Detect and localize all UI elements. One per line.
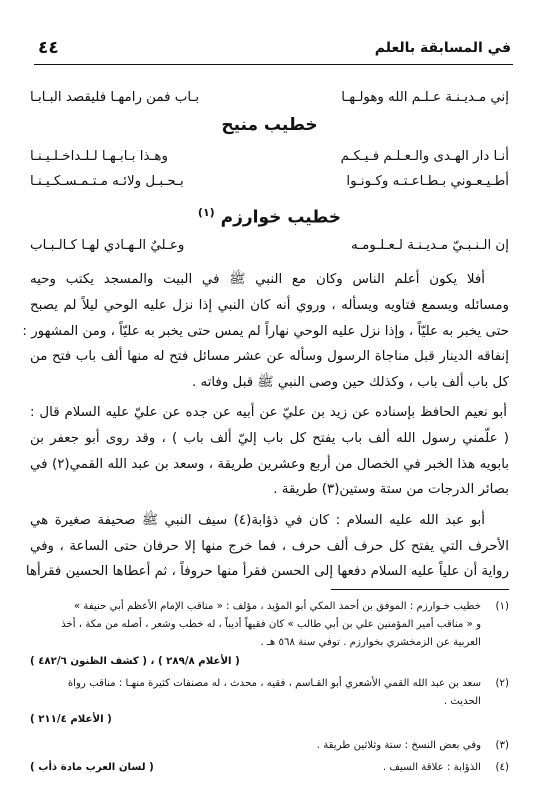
footnote-3 — [30, 738, 509, 756]
footnote-line: الذؤابة : علاقة السيف . — [382, 762, 481, 773]
footnote-line: سعد بن عبد الله القمي الأشعري أبو القـاسم ، فقيه ، محدث ، له مصنفات كثيرة منهـا : مناقب رواة — [67, 678, 481, 689]
paragraph1-line: إنفاقه الدينار قبل مناجاة الرسول وسأله عن عشر مسائل فتح له منها ألف باب فتح من — [30, 349, 509, 364]
paragraph3-line: أبو عبد الله عليه السلام : كان في ذؤابة(٤) سيف النبي ﷺ صحيفة صغيرة هي — [30, 513, 485, 528]
footnote-line: خطيب خـوارزم : الموفق بن أحمد المكي أبو المؤيد ، مؤلف : « مناقب الإمام الأعظم أبي حنيفة » — [73, 601, 481, 612]
verse4-second-hemistich: وعـليٌ الـهـادي لهـا كـالـبـاب — [30, 238, 185, 253]
footnote-number: (١) — [495, 601, 509, 612]
heading-khatib-khwarazm — [30, 203, 509, 228]
footnote-number: (٣) — [495, 740, 509, 751]
footnote-1 — [30, 599, 509, 679]
header-rule — [34, 64, 513, 65]
paragraph2-line: ( علّمني رسول الله ألف باب يفتح كل باب إليّ ألف باب ) ، وقد روى أبو جعفر بن — [30, 431, 509, 446]
footnote-source: ( الأعلام ٢١١/٤ ) — [30, 714, 112, 725]
heading-khatib-khwarazm-text: خطيب خوارزم — [220, 207, 342, 228]
paragraph1-line: كل باب ألف باب ، وكذلك حين وصى النبي ﷺ قبل وفاته . — [191, 375, 509, 390]
footnote-source: ( الأعلام ٢٨٩/٨ ) ، ( كشف الظنون ٤٨٢/٦ ) — [30, 656, 240, 667]
footnote-line: و « مناقب أمير المؤمنين علي بن أبي طالب » كان فقيهاً أديباً ، له خطب وشعر ، أصله من مكة ، أخذ — [61, 619, 481, 630]
footnote-line: وفي بعض النسخ : ستة وثلاثين طريقة . — [316, 740, 481, 751]
paragraph3-line: رواية أن علياً عليه السلام دفعها إلى الحسن فقرأ منها حروفاً ، ثم أعطاها الحسين فقرأها — [25, 564, 509, 579]
verse4-first-hemistich: إن الـنـبـيّ مـديـنـة لـعـلـومـه — [351, 238, 509, 253]
page-number: ٤٤ — [38, 38, 59, 58]
paragraph2-line: بابويه هذا الخبر في الخصال من أربع وعشرين طريقة ، وسعد بن عبد الله القمي(٢) في — [30, 457, 509, 472]
verse2-first-hemistich: أنـا دار الهـدى والـعـلـم فـيـكـم — [340, 149, 509, 164]
running-title: في المسابقة بالعلم — [374, 40, 511, 56]
verse3-first-hemistich: أطـيـعـوني بـطـاعـتـه وكـونـوا — [346, 174, 509, 189]
footnote-number: (٤) — [495, 762, 509, 773]
footnote-4 — [30, 760, 509, 778]
paragraph3-line: الأحرف التي يفتح كل حرف ألف حرف ، فما خرج منها إلا حرفان حتى الساعة ، وفي — [30, 539, 509, 554]
heading-khatib-munih: خطيب منيح — [221, 115, 318, 135]
footnote-number: (٢) — [495, 678, 509, 689]
paragraph1-line: ومسائله ويسمع فتاويه ويسأله ، وروي أنه كان النبي إذا نزل عليه الوحي ليلاً لم يصبح — [30, 298, 509, 313]
verse1-first-hemistich: إني مـديـنـة عـلـم الله وهولـهـا — [341, 90, 509, 105]
heading-footnote-ref: (١) — [197, 206, 215, 219]
paragraph2-line: بصائر الدرجات من ستة وستين(٣) طريقة . — [273, 482, 509, 497]
verse3-second-hemistich: بـحـبـل ولائـه مـتـمـسـكـيـنـا — [30, 174, 184, 189]
paragraph1-line: أفلا يكون أعلم الناس وكان مع النبي ﷺ في البيت والمسجد يكتب وحيه — [30, 272, 485, 287]
verse2-second-hemistich: وهـذا بـابـهـا لـلـداخـلـيـنـا — [30, 149, 168, 164]
paragraph2-line: أبو نعيم الحافظ بإسناده عن زيد بن عليّ عن أبيه عن جده عن عليّ عليه السلام قال : — [30, 405, 507, 420]
footnote-line: العربية عن الزمخشري بخوارزم . توفي سنة ٥٦٨ هـ . — [260, 637, 481, 648]
footnote-2 — [30, 676, 509, 736]
running-header — [38, 40, 511, 62]
footnote-separator — [331, 589, 509, 590]
paragraph1-line: حتى يخبر به عليّاً ، وإذا نزل عليه الوحي نهاراً لم يمس حتى يخبر به عليّاً ، ومن المشهور : — [22, 324, 509, 339]
footnote-source: ( لسان العرب مادة ذأب ) — [30, 762, 154, 773]
footnote-line: الحديث . — [443, 696, 481, 707]
verse1-second-hemistich: بـاب فمن رامهـا فليقصد البـابـا — [30, 90, 200, 105]
